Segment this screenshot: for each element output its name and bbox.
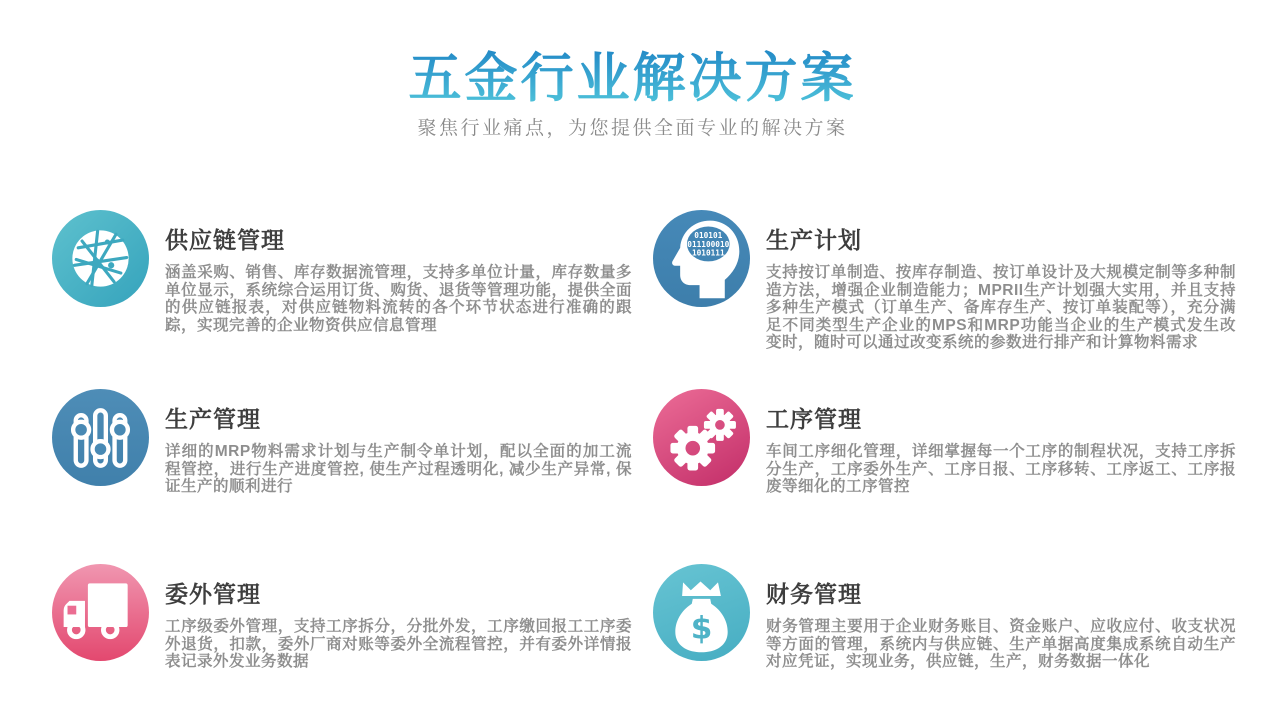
feature-text	[165, 564, 632, 671]
binary-line: 1010111	[691, 248, 725, 258]
page-subtitle: 聚焦行业痛点，为您提供全面专业的解决方案	[417, 118, 848, 139]
feature-title: 生产计划	[766, 227, 862, 253]
feature-text	[766, 564, 1236, 671]
money-bag-icon	[653, 564, 750, 661]
feature-card-finance	[653, 564, 1236, 671]
feature-description: 车间工序细化管理，详细掌握每一个工序的制程状况，支持工序拆分生产，工序委外生产、工序日报、工序移转、工序返工、工序报废等细化的工序管控	[766, 443, 1236, 496]
feature-card-process-management	[653, 389, 1236, 496]
binary-line: 010101	[694, 231, 723, 241]
sliders-icon	[52, 389, 149, 486]
feature-card-supply-chain	[52, 210, 632, 334]
feature-text	[766, 389, 1236, 496]
feature-title: 财务管理	[766, 581, 862, 607]
feature-title: 委外管理	[165, 581, 261, 607]
feature-description: 涵盖采购、销售、库存数据流管理，支持多单位计量，库存数量多单位显示，系统综合运用订货、购货、退货等管理功能，提供全面的供应链报表，对供应链物料流转的各个环节状态进行准确的跟踪，实现完善的企业物资供应信息管理	[165, 264, 632, 334]
feature-description: 详细的MRP物料需求计划与生产制令单计划，配以全面的加工流程管控，进行生产进度管控, 使生产过程透明化, 减少生产异常, 保证生产的顺利进行	[165, 443, 632, 496]
feature-title: 生产管理	[165, 406, 261, 432]
feature-text	[766, 210, 1236, 352]
binary-head-icon	[653, 210, 750, 307]
feature-description: 支持按订单制造、按库存制造、按订单设计及大规模定制等多种制造方法，增强企业制造能力；MPRII生产计划强大实用，并且支持多种生产模式（订单生产、备库存生产、按订单装配等），充分满足不同类型生产企业的MPS和MRP功能当企业的生产模式发生改变时，随时可以通过改变系统的参数进行排产和计算物料需求	[766, 264, 1236, 352]
feature-card-production-planning	[653, 210, 1236, 352]
feature-card-outsourcing	[52, 564, 632, 671]
feature-title: 工序管理	[766, 406, 862, 432]
feature-description: 工序级委外管理，支持工序拆分，分批外发，工序缴回报工工序委外退货，扣款，委外厂商对账等委外全流程管控，并有委外详情报表记录外发业务数据	[165, 618, 632, 671]
network-globe-icon	[52, 210, 149, 307]
binary-line: 011100010	[687, 239, 730, 249]
feature-text	[165, 210, 632, 334]
truck-icon	[52, 564, 149, 661]
feature-title: 供应链管理	[165, 227, 285, 253]
feature-card-production-management	[52, 389, 632, 496]
feature-description: 财务管理主要用于企业财务账目、资金账户、应收应付、收支状况等方面的管理，系统内与供应链、生产单据高度集成系统自动生产对应凭证，实现业务，供应链，生产，财务数据一体化	[766, 618, 1236, 671]
page-title: 五金行业解决方案	[0, 36, 1265, 112]
feature-text	[165, 389, 632, 496]
dollar-symbol: $	[690, 610, 713, 647]
gears-icon	[653, 389, 750, 486]
